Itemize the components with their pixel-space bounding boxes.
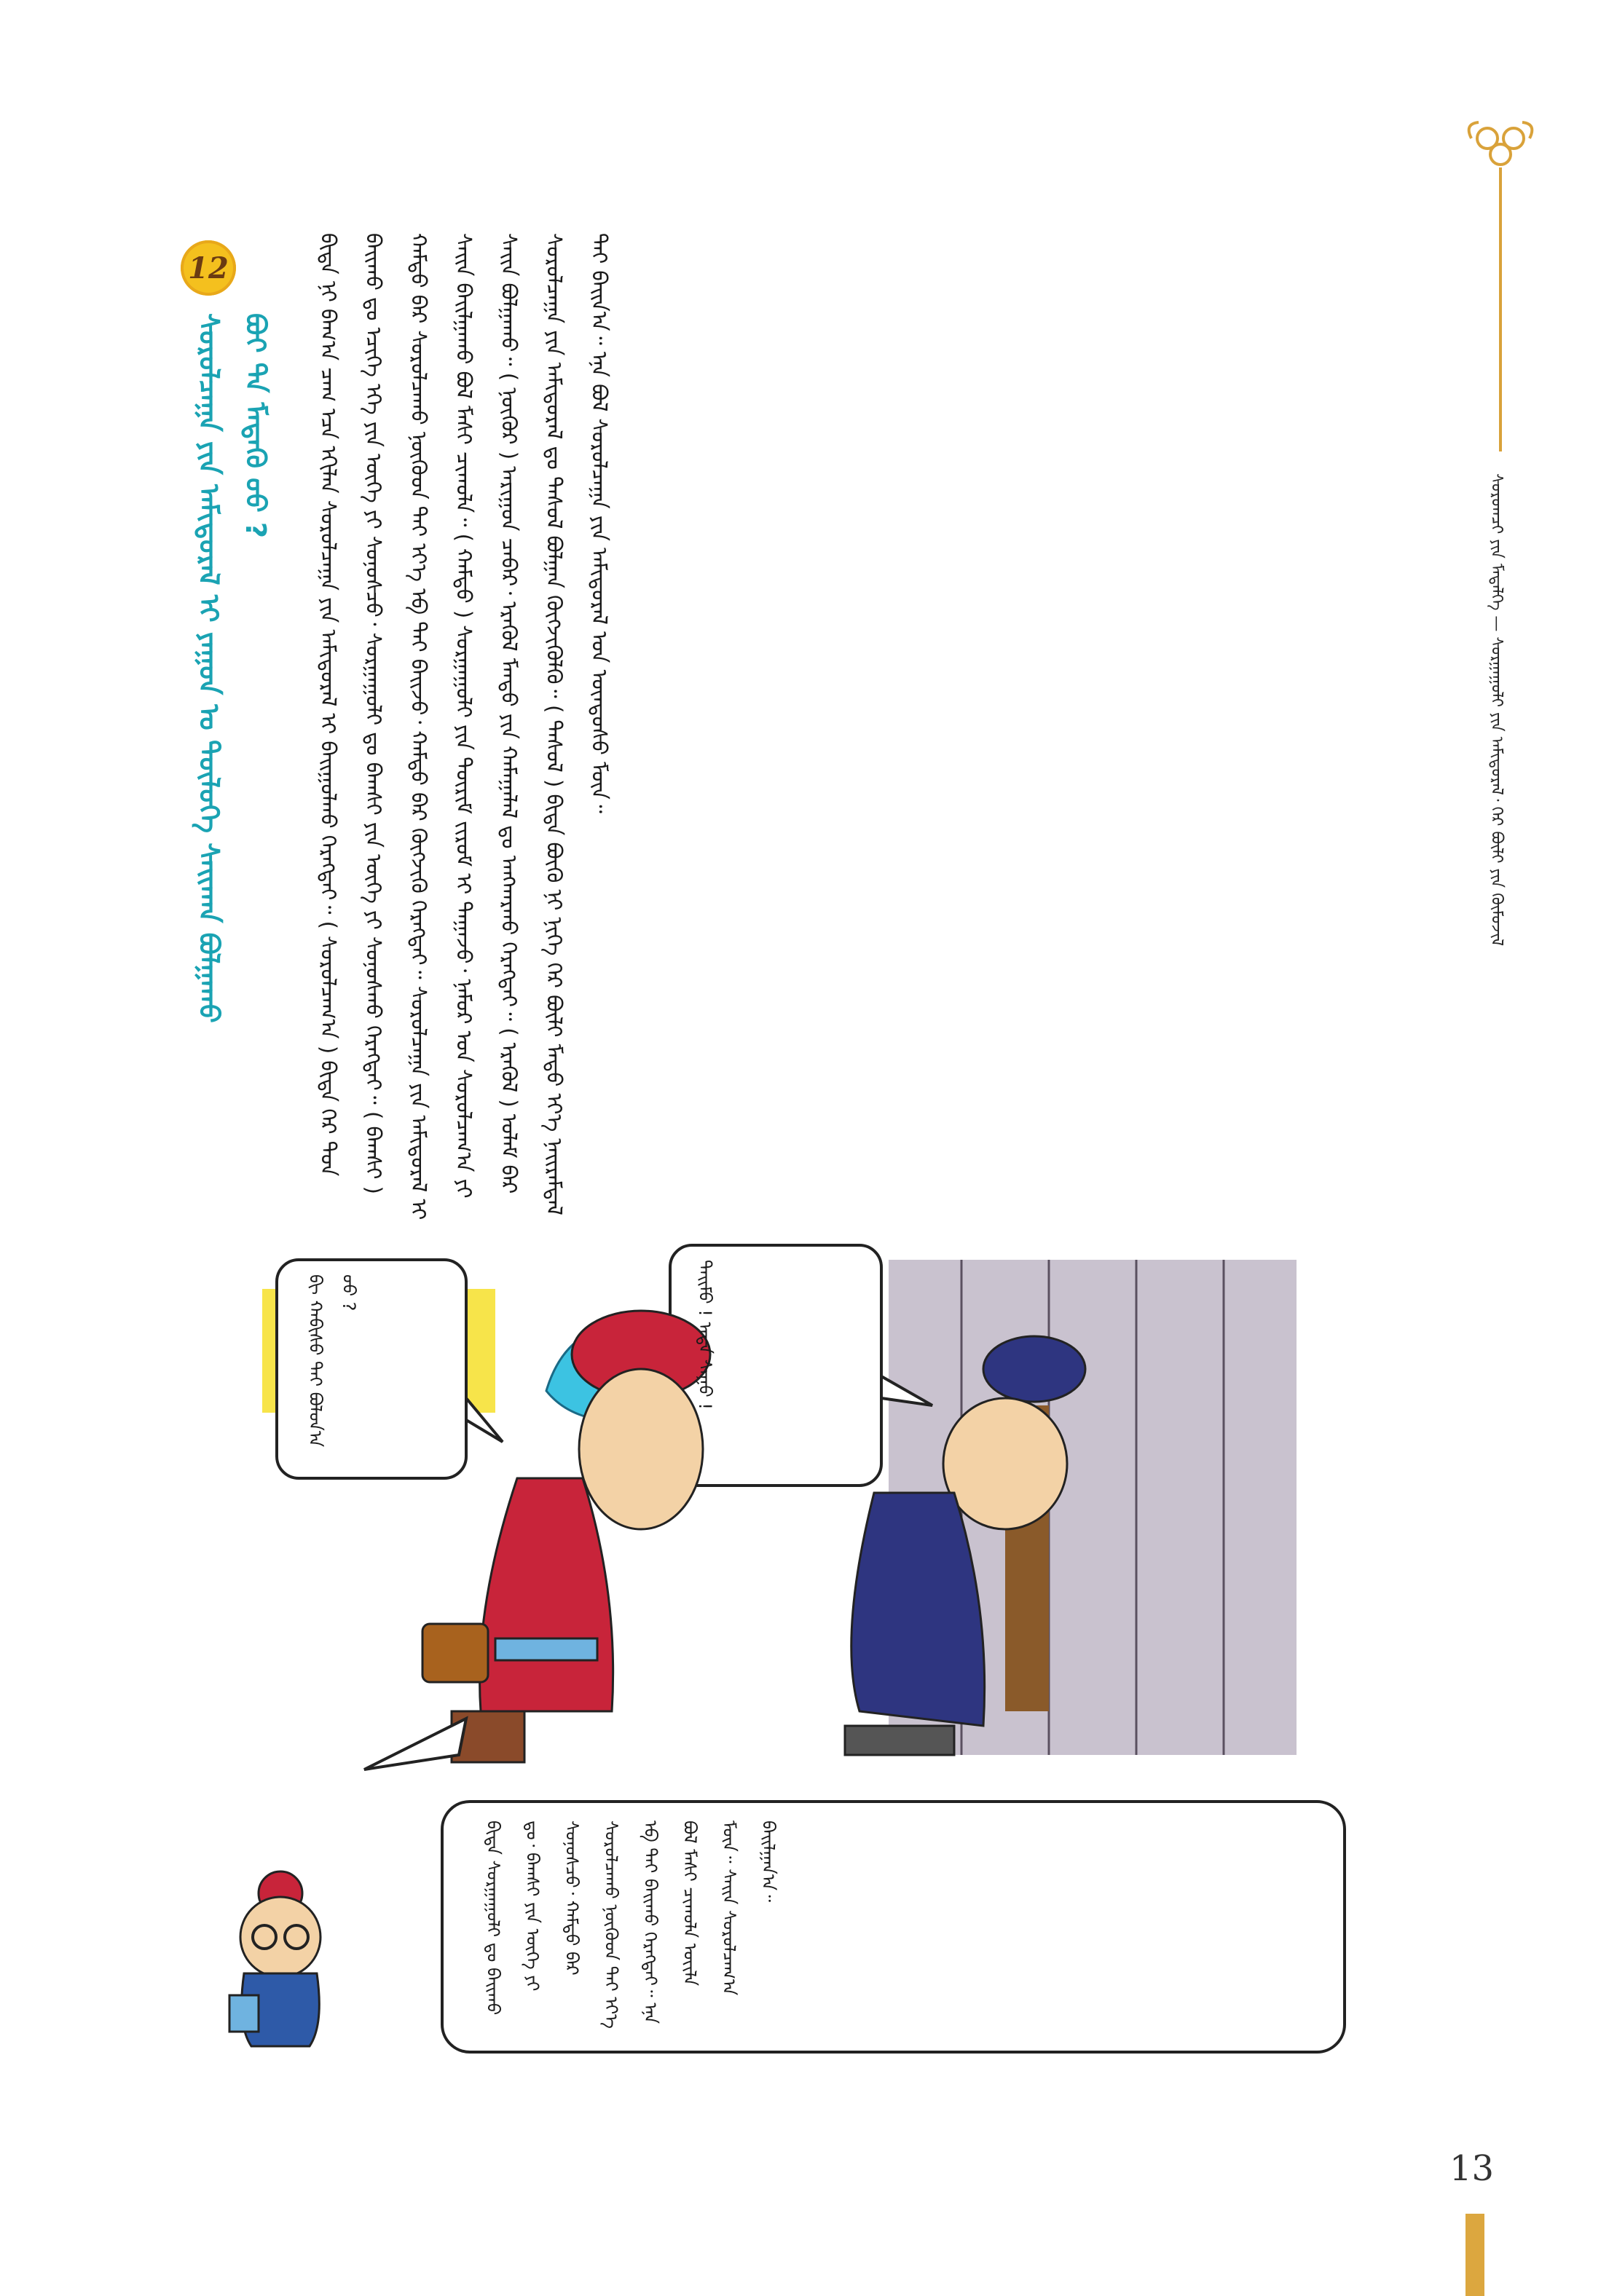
knot-ornament-icon <box>1457 109 1544 182</box>
header-rule <box>1499 175 1502 451</box>
question-text: ᠰᠤᠷᠤᠯᠴᠠᠭᠠ ᠶᠢᠨ ᠠᠮᠢᠳᠤᠷᠠᠯ ᠢ ᠶᠠᠭᠤᠨ ᠤ ᠲᠥᠯᠦᠭᠡ ᠰᠠᠢᠬᠠᠨ ᠪᠣᠯᠭᠠᠬᠤ ᠪᠤᠢ ᠲᠠ ᠮᠡᠳᠡᠬᠦ ᠦᠦ ? <box>193 313 272 1033</box>
running-title: ᠰᠤᠷᠤᠭᠴᠢ ᠶᠢᠨ ᠮᠡᠳᠡᠯᠭᠡ — ᠰᠤᠷᠭᠠᠭᠤᠯᠢ ᠶᠢᠨ ᠠᠮᠢᠳᠤᠷᠠᠯ᠂ ᠭᠡᠷ ᠪᠦᠯᠢ ᠶᠢᠨ ᠬᠦᠮᠦᠵᠢᠯ <box>1487 473 1506 946</box>
student-with-glasses <box>186 1864 375 2054</box>
speech-bubble-left-text: ᠪᠢ ᠬᠠᠪᠢᠰᠤ ᠲᠠᠢ ᠪᠣᠯᠤᠨ᠎ᠠ ᠤᠤ ? <box>305 1274 359 1453</box>
panel-tail <box>357 1675 473 1784</box>
page-edge-tab <box>1465 2214 1484 2296</box>
speech-bubble-right-text: ᠲᠡᠢᠮᠦ ! ᠡᠨᠳᠡ ᠰᠠᠭᠤ ! <box>695 1260 715 1410</box>
body-text: ᠪᠢᠳᠡ ᠨᠢ ᠪᠠᠭ᠎ᠠ ᠴᠠᠭ ᠡᠴᠡ ᠡᠬᠢᠯᠡᠨ ᠰᠤᠷᠤᠯᠴᠠᠭᠠ ᠶᠢᠨ ᠠᠮᠢᠳᠤᠷᠠᠯ ᠢ ᠪᠠᠢᠭᠤᠯᠬᠤ ᠬᠡᠷᠡᠭᠲᠡᠢ᠃ ( ᠰᠤᠷᠤᠯᠴᠠᠭ᠎ᠠ ) ᠪᠢᠳᠡ ᠭᠡᠷ ᠲᠦ᠍ᠨ ᠪᠠᠢᠬᠤ ᠳᠤ ᠡᠴᠢᠭᠡ ᠡᠬᠡ ᠶᠢᠨ ᠦᠭᠡ ᠶᠢ ᠰᠣᠨᠤᠰᠴᠤ᠂ ᠰᠤᠷᠭᠠᠭᠤᠯᠢ ᠳᠤ ᠪᠠᠭᠰᠢ ᠶᠢᠨ ᠦᠭᠡ ᠶᠢ ᠰᠣᠨᠤᠰᠬᠤ ᠬᠡᠷᠡᠭᠲᠡᠢ᠃ ( ᠪᠠᠭᠰᠢ ) ᠬᠠᠮᠲᠤ ᠪᠡᠷ ᠰᠤᠷᠤᠯᠴᠠᠬᠤ ᠨᠥᠬᠦᠳ ᠲᠡᠢ ᠡᠶ᠎ᠡ ᠡᠪ ᠲᠡᠢ ᠪᠠᠢᠵᠤ᠂ ᠬᠠᠮᠲᠤ ᠪᠡᠷ ᠬᠥᠭᠵᠢᠬᠦ ᠬᠡᠷᠡᠭᠲᠡᠢ᠃ ᠰᠤᠷᠤᠯᠴᠠᠭᠠ ᠶᠢᠨ ᠠᠮᠢᠳᠤᠷᠠᠯ ᠢ ᠰᠠᠢᠨ ᠪᠠᠢᠯᠭᠠᠬᠤ ᠪᠣᠯ ᠮᠠᠰᠢ ᠴᠢᠬᠤᠯᠠ᠃ ( ᠬᠠᠮᠲᠤ ) ᠰᠤᠷᠭᠠᠭᠤᠯᠢ ᠶᠢᠨ ᠳᠦᠷᠢᠮ ᠵᠢᠷᠤᠮ ᠢ ᠳᠠᠭᠠᠵᠤ᠂ ᠨᠠᠮᠤᠷ ᠤᠨ ᠰᠤᠷᠤᠯᠴᠠᠭ᠎ᠠ ᠶᠢ ᠰᠠᠢᠨ ᠪᠤᠯᠭᠠᠬᠤ᠃ ( ᠨᠥᠬᠦᠷ ) ᠠᠷᠢᠭᠤᠨ ᠴᠡᠪᠡᠷ᠂ ᠡᠷᠡᠭᠦᠯ ᠮᠡᠨᠳᠦ ᠶᠢᠨ ᠬᠠᠮᠠᠭᠠᠯᠠᠯ ᠳᠤ ᠠᠩᠬᠠᠷᠬᠤ ᠬᠡᠷᠡᠭᠲᠡᠢ᠃ ( ᠡᠷᠡᠭᠦᠯ ) ᠤᠯᠠᠮ ᠪᠡᠷ ᠰᠤᠷᠤᠯᠴᠠᠭᠠ ᠶᠢᠨ ᠠᠮᠢᠳᠤᠷᠠᠯ ᠳᠤ ᠳᠠᠰᠤᠯ ᠪᠣᠯᠭᠠᠨ ᠬᠥᠭᠵᠢᠭᠦᠯᠬᠦ᠃ ( ᠳᠠᠰᠤᠯ ) ᠪᠢᠳᠡ ᠪᠦᠬᠦ ᠨᠢ ᠨᠢᠭᠡ ᠭᠡᠷ ᠪᠦᠯᠢ ᠮᠡᠲᠦ ᠡᠶ᠎ᠡ ᠨᠠᠢᠷᠠᠮᠳᠠᠯ ᠲᠠᠢ ᠪᠠᠢᠨ᠎ᠠ᠃ ᠡᠨᠡ ᠪᠣᠯ ᠰᠤᠷᠤᠯᠴᠠᠭᠠ ᠶᠢᠨ ᠠᠮᠢᠳᠤᠷᠠᠯ ᠤᠨ ᠦᠨᠳᠦᠰᠦ ᠮᠥᠨ᠃ <box>316 233 612 1227</box>
page-number: 13 <box>1449 2148 1495 2189</box>
speech-panel-text: ᠪᠢᠳᠡ ᠰᠤᠷᠭᠠᠭᠤᠯᠢ ᠳᠤ ᠪᠠᠢᠬᠤ ᠳᠤ᠂ ᠪᠠᠭᠰᠢ ᠶᠢᠨ ᠦᠭᠡ ᠶᠢ ᠰᠣᠨᠤᠰᠴᠤ᠂ ᠬᠠᠮᠲᠤ ᠪᠡᠷ ᠰᠤᠷᠤᠯᠴᠠᠬᠤ ᠨᠥᠬᠦᠳ ᠲᠡᠢ ᠡᠶ᠎ᠡ ᠡᠪ ᠲᠡᠢ ᠪᠠᠢᠬᠤ ᠬᠡᠷᠡᠭᠲᠡᠢ᠃ ᠡᠨᠡ ᠪᠣᠯ ᠮᠠᠰᠢ ᠴᠢᠬᠤᠯᠠ ᠦᠢᠯᠡ ᠮᠥᠨ᠃ ᠰᠠᠢᠨ ᠰᠤᠷᠤᠯᠴᠠᠭ᠎ᠠ ᠪᠠᠢᠯᠭᠠᠨ᠎ᠠ᠃ <box>483 1820 779 2035</box>
question-number-badge: 12 <box>181 240 236 296</box>
